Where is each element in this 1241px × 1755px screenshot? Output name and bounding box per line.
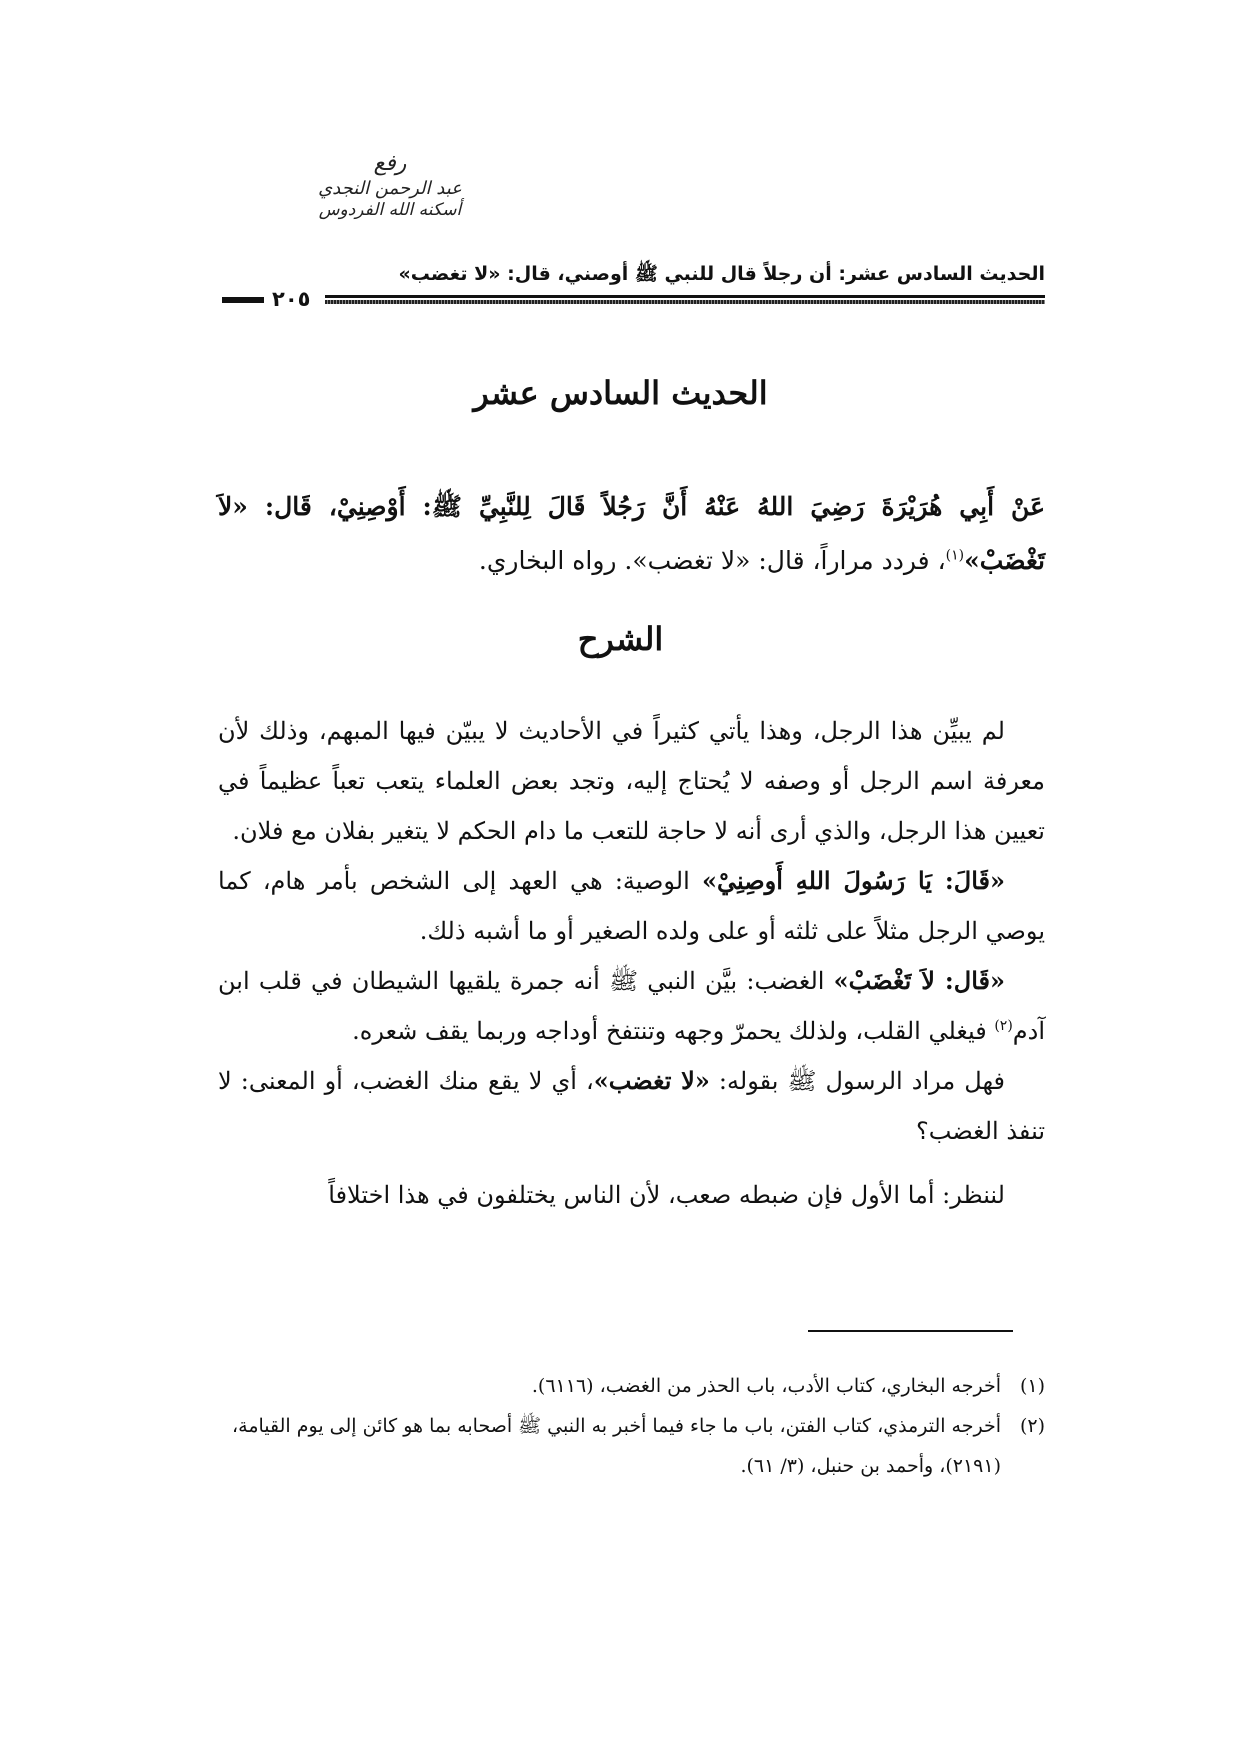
paragraph: «قَال: لاَ تَغْضَبْ» الغضب: بيَّن النبي ﷺ أنه جمرة يلقيها الشيطان في قلب ابن آدم$^{(٢)}$ فيغلي القلب، ولذلك يحمرّ وجهه وتنتفخ أوداجه وربما يقف شعره.: [218, 966, 1045, 1045]
footnote-marker: (٢): [994, 1018, 1013, 1034]
quote: «قَال: لاَ تَغْضَبْ»: [833, 966, 1005, 995]
header-rule: [325, 295, 1045, 304]
hadith-text: [218, 480, 1045, 588]
paragraph: لم يبيِّن هذا الرجل، وهذا يأتي كثيراً في الأحاديث لا يبيّن فيها المبهم، وذلك لأن معرفة اسم الرجل أو وصفه لا يُحتاج إليه، وتجد بعض العلماء يتعب تعباً عظيماً في تعيين هذا الرجل، والذي أرى أنه لا حاجة للتعب ما دام الحكم لا يتغير بفلان مع فلان.: [218, 717, 1045, 845]
hadith-main: عَنْ أَبِي هُرَيْرَةَ رَضِيَ اللهُ عَنْهُ أَنَّ رَجُلاً قَالَ لِلنَّبِيِّ ﷺ: أَوْصِنِيْ، قَال: «لاَ تَغْضَبْ»: [218, 492, 1045, 575]
footnote-number: (٢): [1019, 1415, 1045, 1437]
quote: «لا تغضب»: [593, 1066, 710, 1095]
signature-stamp: [300, 150, 480, 221]
running-header: الحديث السادس عشر: أن رجلاً قال للنبي ﷺ أوصني، قال: «لا تغضب»: [398, 263, 1045, 285]
footnote-rule: [808, 1330, 1013, 1332]
footnotes: [218, 1366, 1045, 1486]
footnote: [218, 1366, 1045, 1406]
paragraph: فهل مراد الرسول ﷺ بقوله: «لا تغضب»، أي لا يقع منك الغضب، أو المعنى: لا تنفذ الغضب؟: [218, 1066, 1045, 1145]
page-number: ٢٠٥: [222, 287, 310, 311]
hadith-rest: ، فردد مراراً، قال: «لا تغضب». رواه البخاري.: [478, 546, 946, 575]
stamp-line: عبد الرحمن النجدي: [318, 177, 462, 199]
footnote-number: (١): [1019, 1375, 1045, 1397]
footnote-text: أخرجه الترمذي، كتاب الفتن، باب ما جاء فيما أخبر به النبي ﷺ أصحابه بما هو كائن إلى يوم القيامة، (٢١٩١)، وأحمد بن حنبل، (٣/ ٦١).: [232, 1415, 1001, 1477]
commentary: [218, 706, 1045, 1220]
page-number-dash: [222, 297, 264, 303]
footnote-marker: (١): [945, 547, 965, 564]
footnote-text: أخرجه البخاري، كتاب الأدب، باب الحذر من الغضب، (٦١١٦).: [531, 1375, 1001, 1397]
section-heading: الشرح: [577, 620, 664, 658]
footnote: [218, 1406, 1045, 1486]
quote: «قَالَ: يَا رَسُولَ اللهِ أَوصِنِيْ»: [701, 866, 1005, 895]
paragraph: «قَالَ: يَا رَسُولَ اللهِ أَوصِنِيْ» الوصية: هي العهد إلى الشخص بأمر هام، كما يوصي الرجل مثلاً على ثلثه أو على ولده الصغير أو ما أشبه ذلك.: [218, 866, 1045, 945]
paragraph: لننظر: أما الأول فإن ضبطه صعب، لأن الناس يختلفون في هذا اختلافاً: [328, 1181, 1005, 1209]
stamp-line: رفع: [373, 151, 407, 176]
stamp-line: أسكنه الله الفردوس: [318, 200, 462, 220]
page-title: الحديث السادس عشر: [473, 374, 768, 412]
